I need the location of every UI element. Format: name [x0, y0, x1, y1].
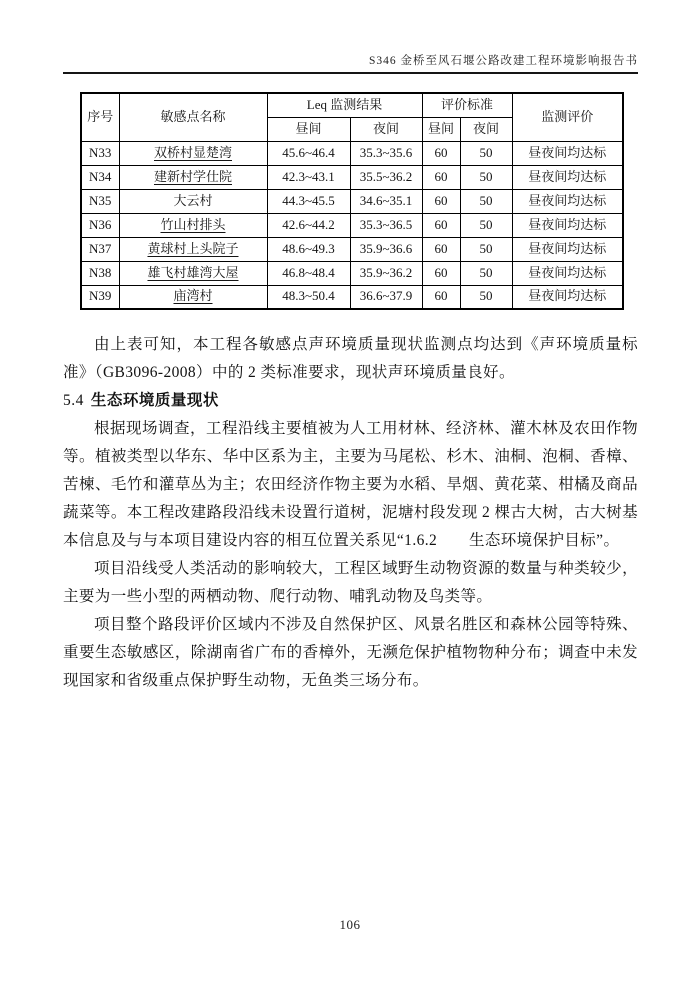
cell-leq-night: 35.9~36.2: [350, 261, 422, 285]
cell-standard-day: 60: [422, 261, 460, 285]
table-row: [81, 237, 623, 261]
cell-leq-night: 35.9~36.6: [350, 237, 422, 261]
running-header: S346 金桥至风石堰公路改建工程环境影响报告书: [368, 55, 638, 67]
col-header-leq-day: 昼间: [267, 117, 350, 141]
col-header-std-night: 夜间: [460, 117, 512, 141]
cell-sensor-id: N39: [81, 285, 119, 309]
section-title: 生态环境质量现状: [90, 392, 219, 409]
cell-leq-night: 35.3~36.5: [350, 213, 422, 237]
cell-sensor-id: N35: [81, 189, 119, 213]
cell-leq-night: 36.6~37.9: [350, 285, 422, 309]
col-header-std-day: 昼间: [422, 117, 460, 141]
cell-standard-day: 60: [422, 141, 460, 165]
cell-standard-night: 50: [460, 165, 512, 189]
page-number: 106: [339, 917, 361, 932]
cell-sensitive-point-name: 建新村学仕院: [119, 165, 267, 189]
cell-sensitive-point-name: 竹山村排头: [119, 213, 267, 237]
paragraph-noise-conclusion: 由上表可知，本工程各敏感点声环境质量现状监测点均达到《声环境质量标准》（GB3096-2008）中的 2 类标准要求，现状声环境质量良好。: [63, 336, 638, 381]
cell-evaluation: 昼夜间均达标: [512, 261, 623, 285]
cell-standard-day: 60: [422, 213, 460, 237]
body-text: [63, 331, 638, 695]
cell-evaluation: 昼夜间均达标: [512, 285, 623, 309]
col-header-leq-night: 夜间: [350, 117, 422, 141]
table-row: [81, 189, 623, 213]
header-divider-line: [63, 72, 638, 74]
cell-standard-day: 60: [422, 189, 460, 213]
table-row: [81, 141, 623, 165]
cell-leq-day: 42.6~44.2: [267, 213, 350, 237]
table-header-row-1: [81, 93, 623, 117]
paragraph-vegetation: 根据现场调查，工程沿线主要植被为人工用材林、经济林、灌木林及农田作物等。植被类型以华东、华中区系为主，主要为马尾松、杉木、油桐、泡桐、香樟、苦楝、毛竹和灌草丛为主；农田经济作物主要为水稻、旱烟、黄花菜、柑橘及商品蔬菜等。本工程改建路段沿线未设置行道树，泥塘村段发现 2 棵古大树，古大树基本信息及与与本项目建设内容的相互位置关系见“1.6.2 生态环境保护目标”。: [63, 420, 638, 549]
section-number: 5.4: [63, 392, 84, 409]
cell-leq-day: 45.6~46.4: [267, 141, 350, 165]
table-row: [81, 285, 623, 309]
section-heading-5-4: [63, 387, 638, 415]
col-header-name: 敏感点名称: [119, 93, 267, 141]
cell-leq-night: 34.6~35.1: [350, 189, 422, 213]
col-header-standard-group: 评价标准: [422, 93, 512, 117]
table-row: [81, 261, 623, 285]
cell-standard-night: 50: [460, 261, 512, 285]
cell-sensor-id: N36: [81, 213, 119, 237]
col-header-leq-group: Leq 监测结果: [267, 93, 422, 117]
col-header-index: 序号: [81, 93, 119, 141]
cell-standard-night: 50: [460, 141, 512, 165]
cell-evaluation: 昼夜间均达标: [512, 189, 623, 213]
cell-standard-day: 60: [422, 237, 460, 261]
noise-monitoring-table-wrapper: [80, 92, 624, 310]
cell-evaluation: 昼夜间均达标: [512, 237, 623, 261]
cell-standard-night: 50: [460, 189, 512, 213]
table-row: [81, 213, 623, 237]
noise-monitoring-table: [80, 92, 624, 310]
cell-leq-day: 46.8~48.4: [267, 261, 350, 285]
cell-leq-day: 42.3~43.1: [267, 165, 350, 189]
paragraph-sensitive-areas: 项目整个路段评价区域内不涉及自然保护区、风景名胜区和森林公园等特殊、重要生态敏感区，除湖南省广布的香樟外，无濒危保护植物物种分布；调查中未发现国家和省级重点保护野生动物，无鱼类三场分布。: [63, 616, 638, 689]
cell-standard-day: 60: [422, 285, 460, 309]
cell-leq-day: 48.3~50.4: [267, 285, 350, 309]
paragraph-wildlife: 项目沿线受人类活动的影响较大，工程区域野生动物资源的数量与种类较少，主要为一些小型的两栖动物、爬行动物、哺乳动物及鸟类等。: [63, 560, 638, 605]
cell-standard-night: 50: [460, 285, 512, 309]
cell-standard-day: 60: [422, 165, 460, 189]
cell-sensor-id: N34: [81, 165, 119, 189]
cell-sensitive-point-name: 庙湾村: [119, 285, 267, 309]
cell-sensitive-point-name: 双桥村显楚湾: [119, 141, 267, 165]
cell-sensor-id: N38: [81, 261, 119, 285]
cell-standard-night: 50: [460, 237, 512, 261]
cell-leq-day: 48.6~49.3: [267, 237, 350, 261]
cell-leq-night: 35.5~36.2: [350, 165, 422, 189]
table-body: [81, 141, 623, 309]
cell-sensitive-point-name: 雄飞村雄湾大屋: [119, 261, 267, 285]
cell-sensitive-point-name: 大云村: [119, 189, 267, 213]
cell-sensor-id: N37: [81, 237, 119, 261]
cell-evaluation: 昼夜间均达标: [512, 165, 623, 189]
cell-evaluation: 昼夜间均达标: [512, 141, 623, 165]
cell-evaluation: 昼夜间均达标: [512, 213, 623, 237]
table-row: [81, 165, 623, 189]
col-header-evaluation: 监测评价: [512, 93, 623, 141]
cell-leq-day: 44.3~45.5: [267, 189, 350, 213]
cell-leq-night: 35.3~35.6: [350, 141, 422, 165]
cell-sensitive-point-name: 黄球村上头院子: [119, 237, 267, 261]
cell-standard-night: 50: [460, 213, 512, 237]
cell-sensor-id: N33: [81, 141, 119, 165]
